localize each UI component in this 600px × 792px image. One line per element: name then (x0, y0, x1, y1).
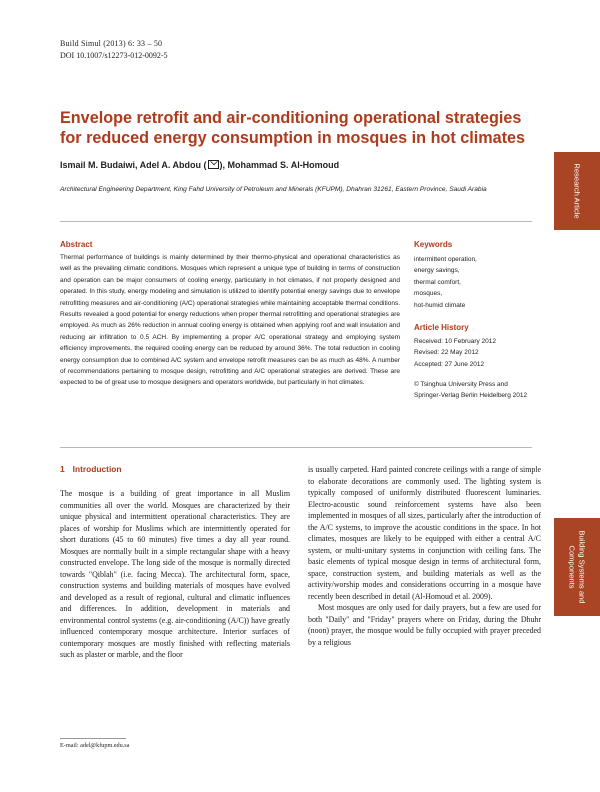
paragraph: Most mosques are only used for daily prayers, but a few are used for both "Daily" and "Friday" prayers where on Friday, during the Dhuhr (noon) prayer, the mosque would be fully occupied with prayer preceded by a religious (308, 603, 541, 647)
keywords-list (414, 254, 534, 311)
abstract-text: Thermal performance of buildings is mainly determined by their thermo-physical and operational characteristics as well as the prevailing climatic conditions. Mosques which represent a unique type of building in terms of construction and operation can be major consumers of cooling energy, particularly in hot climates, if not properly designed and operated. In this study, energy modeling and simulation is utilized to identify potential energy savings due to envelope retrofitting measures and air-conditioning (A/C) operational strategies while maintaining acceptable thermal conditions. Results revealed a good potential for energy reductions when proper thermal retrofitting and operational strategies are employed. As much as 26% reduction in annual cooling energy is obtained when applying roof and wall insulation and reducing air infiltration to 0.5 ACH. By implementing a proper A/C operational strategy and employing system efficiency improvements, the required cooling energy can be reduced by around 36%. The total reduction in cooling energy consumption due to combined A/C system and envelope retrofit measures can be as much as 48%. A number of recommendations pertaining to mosque design, retrofitting and A/C operational strategies are derived. These are expected to be of great use to mosque designers and operators worldwide, but particularly in hot climates. (60, 254, 400, 387)
journal-citation: Build Simul (2013) 6: 33 – 50 (60, 39, 163, 48)
divider (60, 221, 532, 222)
body-column-right (308, 464, 541, 648)
keywords-heading: Keywords (414, 240, 453, 249)
history-list (414, 336, 534, 370)
paragraph: is usually carpeted. Hard painted concrete ceilings with a range of simple to elaborate decorations are commonly used. The lighting system is typically composed of uniformly distributed fluorescent luminaries. Electro-acoustic sound reinforcement systems have also been implemented in mosques of all sizes, particularly after the introduction of the A/C systems, to improve the acoustic conditions in the space. In hot climates, mosques are likely to be equipped with either a central A/C system, or multi-unitary systems in conjunction with ceiling fans. The basic elements of typical mosque design in terms of architectural form, space, construction system, and building materials as well as the activity/worship modes and considerations occurring in a mosque have recently been described in detail (Al-Homoud et al. 2009). (308, 465, 541, 601)
authors-part-2: ), Mohammad S. Al-Homoud (219, 160, 340, 170)
history-received: Received: 10 February 2012 (414, 338, 497, 345)
building-systems-label: Building Systems and Components (568, 530, 587, 604)
footnote-divider (60, 738, 126, 739)
keyword-item: mosques, (414, 290, 443, 298)
divider (60, 447, 532, 448)
history-revised: Revised: 22 May 2012 (414, 349, 479, 357)
keyword-item: energy savings, (414, 267, 460, 275)
keyword-item: thermal comfort, (414, 278, 461, 286)
section-title: Introduction (72, 464, 122, 474)
introduction-heading (60, 464, 122, 474)
keyword-item: intermittent operation, (414, 256, 477, 263)
research-article-tab (554, 152, 600, 230)
body-column-left (60, 488, 290, 661)
paragraph: The mosque is a building of great importance in all Muslim communities all over the world. Mosques are characterized by their unique physical and intermittent operational characteristics. They are places of worship for Muslims which are intermittently operated for short durations (45 to 60 minutes) five times a day all year round. Mosques are normally built in a simple rectangular shape with a heavy constructed envelope. The long side of the mosque is normally directed towards "Qiblah" (i.e. facing Mecca). The architectural form, space, construction systems and building materials of mosques have evolved and developed as a result of regional, cultural and climatic influences and differences. In addition, development in materials and environmental control systems (e.g. air-conditioning (A/C)) have greatly influenced contemporary mosque architecture. Interior surfaces of contemporary mosques are mostly finished with reflecting materials such as plaster or marble, and the floor (60, 489, 290, 659)
building-systems-tab (554, 518, 600, 616)
author-email[interactable]: E-mail: adel@kfupm.edu.sa (60, 742, 130, 749)
article-title: Envelope retrofit and air-conditioning operational strategies for reduced energy consumption in mosques in hot climates (60, 109, 526, 147)
affiliation: Architectural Engineering Department, King Fahd University of Petroleum and Minerals (KFUPM), Dhahran 31261, Eastern Province, Saudi Arabia (60, 186, 487, 193)
abstract-heading: Abstract (60, 240, 93, 249)
journal-doi[interactable]: DOI 10.1007/s12273-012-0092-5 (60, 51, 168, 60)
section-number: 1 (60, 464, 65, 474)
history-heading: Article History (414, 323, 469, 332)
research-article-label: Research Article (573, 163, 583, 219)
authors-part-1: Ismail M. Budaiwi, Adel A. Abdou ( (60, 160, 207, 170)
envelope-icon[interactable] (208, 160, 219, 169)
history-accepted: Accepted: 27 June 2012 (414, 360, 485, 368)
journal-header (60, 38, 168, 62)
author-list (60, 160, 530, 170)
keyword-item: hot-humid climate (414, 301, 466, 309)
copyright-notice: © Tsinghua University Press and Springer-Verlag Berlin Heidelberg 2012 (414, 381, 528, 400)
